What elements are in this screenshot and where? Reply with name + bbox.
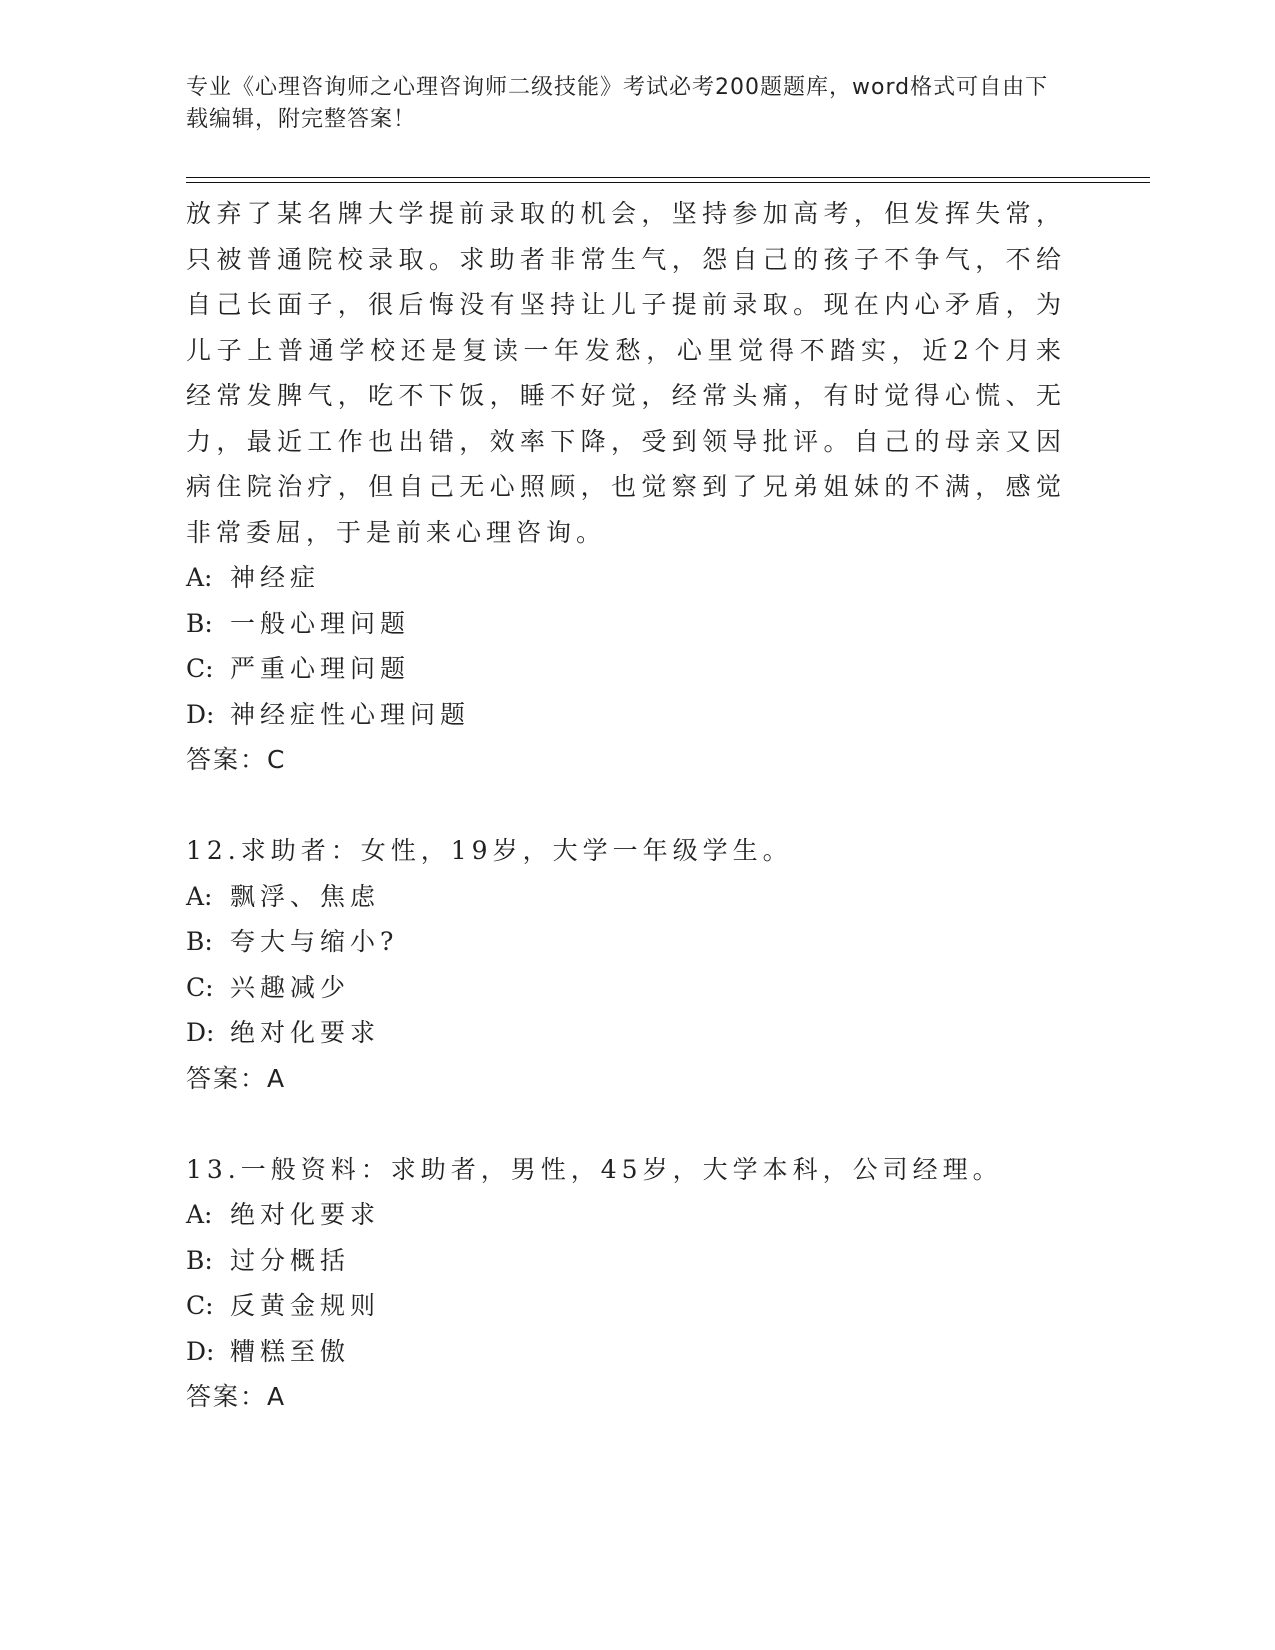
question-13-stem: 13.一般资料：求助者，男性，45岁，大学本科，公司经理。 [186, 1154, 1003, 1184]
question-12-answer: 答案：A [186, 1063, 287, 1093]
option-b [186, 1238, 1066, 1284]
option-text: 一般心理问题 [230, 608, 411, 638]
option-text: 夸大与缩小? [230, 927, 399, 956]
option-key: A: [186, 881, 213, 911]
spacer [186, 1101, 1066, 1147]
option-d [186, 1010, 1066, 1056]
option-text: 严重心理问题 [230, 654, 411, 683]
spacer [186, 783, 1066, 829]
document-content [186, 191, 1066, 1420]
option-key: A: [186, 1200, 213, 1229]
option-a [186, 1192, 1066, 1238]
option-text: 飘浮、焦虑 [230, 881, 381, 911]
question-13-answer: 答案：A [186, 1382, 287, 1411]
question-11-options [186, 555, 1066, 737]
option-text: 神经症性心理问题 [230, 699, 471, 729]
option-text: 过分概括 [230, 1245, 351, 1275]
option-key: D: [186, 1336, 215, 1366]
option-b [186, 601, 1066, 647]
option-key: B: [186, 927, 213, 956]
option-b [186, 919, 1066, 965]
header-rule-top [186, 177, 1150, 178]
option-text: 绝对化要求 [230, 1200, 381, 1229]
header-rule-bottom [186, 182, 1150, 183]
question-11-answer: 答案：C [186, 745, 287, 774]
option-key: C: [186, 1291, 214, 1320]
option-text: 糟糕至傲 [230, 1336, 351, 1366]
option-key: C: [186, 972, 214, 1002]
option-text: 绝对化要求 [230, 1018, 381, 1047]
question-12-stem: 12.求助者：女性，19岁，大学一年级学生。 [186, 836, 793, 865]
option-text: 兴趣减少 [230, 972, 351, 1002]
option-a [186, 555, 1066, 601]
option-key: D: [186, 1018, 215, 1047]
option-c [186, 646, 1066, 692]
option-a [186, 874, 1066, 920]
question-12-options [186, 874, 1066, 1056]
option-d [186, 692, 1066, 738]
option-c [186, 965, 1066, 1011]
question-passage: 放弃了某名牌大学提前录取的机会，坚持参加高考，但发挥失常，只被普通院校录取。求助者非常生气，怨自己的孩子不争气，不给自己长面子，很后悔没有坚持让儿子提前录取。现在内心矛盾，为儿子上普通学校还是复读一年发愁，心里觉得不踏实，近2个月来经常发脾气，吃不下饭，睡不好觉，经常头痛，有时觉得心慌、无力，最近工作也出错，效率下降，受到领导批评。自己的母亲又因病住院治疗，但自己无心照顾，也觉察到了兄弟姐妹的不满，感觉非常委屈，于是前来心理咨询。 [186, 199, 1066, 547]
option-d [186, 1329, 1066, 1375]
document-header: 专业《心理咨询师之心理咨询师二级技能》考试必考200题题库，word格式可自由下载编辑，附完整答案！ [186, 75, 1049, 132]
option-key: B: [186, 1245, 213, 1275]
question-13-options [186, 1192, 1066, 1374]
option-key: C: [186, 654, 214, 683]
option-key: D: [186, 699, 215, 729]
option-c [186, 1283, 1066, 1329]
option-key: A: [186, 563, 213, 592]
option-text: 神经症 [230, 563, 321, 592]
option-key: B: [186, 608, 213, 638]
option-text: 反黄金规则 [230, 1291, 381, 1320]
